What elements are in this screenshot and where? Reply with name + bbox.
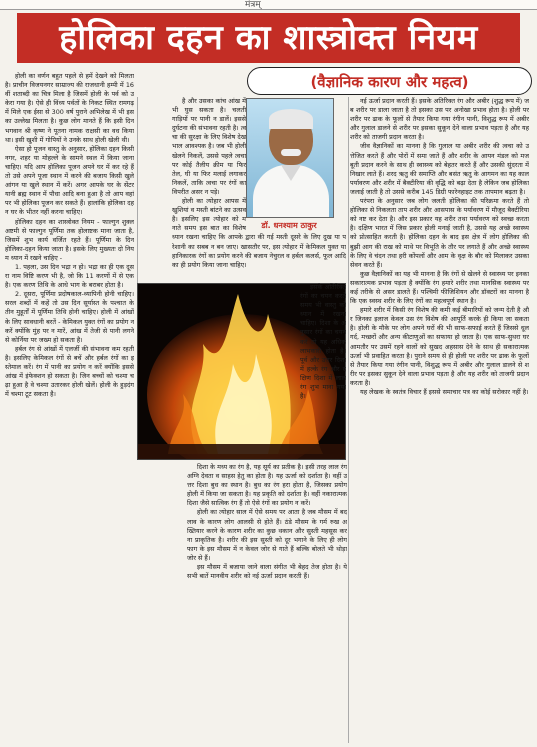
column-divider xyxy=(348,97,349,743)
paragraph: ऐसा हो पूजन वास्तु के अनुसार, होलिका दहन किसी नगर, शहर या मोहल्ले के सामने स्थल में किया जाना चाहिए। यदि आप होलिका पूजन अपने घर में कर रहे हैं तो उसे अपने पूजा स्थान में करने की बजाय किसी खुले आंगन या खुले स्थान में करें। अगर आपके घर के सेंटर यानी ब्रह्म स्थान में पौधा आदि बना हुआ है तो आप वहां पर भी होलिका पूजन कर सकते हैं। हालांकि होलिका दहन घर के भीतर नहीं करना चाहिए। xyxy=(5,144,134,217)
author-caption: डॉ. धनश्याम ठाकुर xyxy=(261,221,317,230)
article-column-2-side xyxy=(300,283,346,461)
headline: होलिका दहन का शास्त्रोक्त नियम xyxy=(17,13,520,63)
paragraph: है और उसका कांच आंख में भी घुस सकता है। चलती गाड़ियों पर पानी न डालें। इससे दुर्घटना की संभावना रहती है। त्वचा की सुरक्षा के लिए विशेष देखभाल आवश्यक है। जब भी होली खेलने निकलें, उससे पहले त्वचा पर कोई तैलीय क्रीम या फिर तेल, घी या फिर मलाई लगाकर निकलें, ताकि त्वचा पर रंगों का विपरीत असर न पड़े। xyxy=(172,97,246,196)
article-column-3 xyxy=(350,97,529,743)
article-column-1 xyxy=(5,72,134,742)
page-top-strip xyxy=(0,0,537,10)
paragraph: जीव वैज्ञानिकों का मानना है कि गुलाल या अबीर शरीर की त्वचा को उत्तेजित करते हैं और पोरों में समा जाते हैं और शरीर के आयन मंडल को मजबूती प्रदान करने के साथ ही स्वास्थ्य को बेहतर करते हैं और उसकी सुंदरता में निखार लाते हैं। शरद ऋतु की समाप्ति और बसंत ऋतु के आगमन का यह काल पर्यावरण और शरीर में बैक्टीरिया की वृद्धि को बढ़ा देता है लेकिन जब होलिका जलाई जाती है तो उससे करीब 145 डिग्री फारेनहाइट तक तापमान बढ़ता है। xyxy=(350,142,529,196)
paragraph: नई ऊर्जा प्रदान करती हैं। इसके अतिरिक्त रंग और अबीर (शुद्ध रूप में) जब शरीर पर डाला जाता है तो इसका उस पर अनोखा प्रभाव होता है। होली पर शरीर पर ढाक के फूलों से तैयार किया गया रंगीन पानी, विशुद्ध रूप में अबीर और गुलाल डालने से शरीर पर इसका सुकून देने वाला प्रभाव पड़ता है और यह शरीर को ताजगी प्रदान करता है। xyxy=(350,97,529,142)
paragraph: होली का त्योहार साल में ऐसे समय पर आता है जब मौसम में बदलाव के कारण लोग आलसी से होते हैं। ठंडे मौसम के गर्म रुख अख्तियार करने के कारण शरीर का कुछ थकान और सुस्ती महसूस करना प्राकृतिक है। शरीर की इस सुस्ती को दूर भगाने के लिए ही लोग फाग के इस मौसम में न केवल जोर से गाते हैं बल्कि बोलते भी थोड़ा जोर से हैं। xyxy=(187,508,347,562)
paragraph: परंपरा के अनुसार जब लोग जलती होलिका की परिक्रमा करते हैं तो होलिका से निकलता ताप शरीर और आसपास के पर्यावरण में मौजूद बैक्टीरिया को नष्ट कर देता है। और इस प्रकार यह शरीर तथा पर्यावरण को स्वच्छ करता है। दक्षिण भारत में जिस प्रकार होली मनाई जाती है, उससे यह अच्छे स्वास्थ्य को प्रोत्साहित करती है। होलिका दहन के बाद इस क्षेत्र में लोग होलिका की बुझी आग की राख को माथे पर विभूति के तौर पर लगाते हैं और अच्छे स्वास्थ्य के लिए वे चंदन तथा हरी कोंपलों और आम के वृक्ष के बौर को मिलाकर उसका सेवन करते हैं। xyxy=(350,197,529,269)
paragraph: हमारे शरीर में किसी रंग विशेष की कमी कई बीमारियों को जन्म देती है और जिनका इलाज केवल उस रंग विशेष की आपूर्ति करके ही किया जा सकता है। होली के मौके पर लोग अपने घरों की भी साफ-सफाई करते हैं जिससे धूल गर्द, मच्छरों और अन्य कीटाणुओं का सफाया हो जाता है। एक साफ-सुथरा घर आमतौर पर उसमें रहने वालों को सुखद अहसास देने के साथ ही सकारात्मक ऊर्जा भी प्रवाहित करता है। पुराने समय से ही होली पर शरीर पर ढाक के फूलों से तैयार किया गया रंगीन पानी, विशुद्ध रूप में अबीर और गुलाल डालने से शरीर पर इसका सुकून देने वाला प्रभाव पड़ता है और यह शरीर को ताजगी प्रदान करता है। xyxy=(350,306,529,387)
paragraph: होलिका दहन का शास्त्रोक्त नियम - फाल्गुन शुक्ल अष्टमी से फाल्गुन पूर्णिमा तक होलाष्टक माना जाता है, जिसमें शुभ कार्य वर्जित रहते हैं। पूर्णिमा के दिन होलिका-दहन किया जाता है। इसके लिए मुख्यतः दो नियम ध्यान में रखने चाहिए - xyxy=(5,217,134,262)
paragraph: हर्बल रंग से आंखों में एलर्जी की संभावना कम रहती है। इसलिए केमिकल रंगों से बचें और हर्बल रंगों का इस्तेमाल करें। रंग में पानी का प्रयोग न करें क्योंकि इससे आंख में इंफेक्शन हो सकता है। जिन बच्चों को चश्मा चढ़ा हुआ है वे चश्मा उतारकर होली खेलें। होली के हुड़दंग में चश्मा टूट सकता है। xyxy=(5,344,134,399)
article-column-2-bottom xyxy=(187,463,347,743)
section-label: मंत्रम् xyxy=(245,0,261,10)
paragraph: इस मौसम में बजाया जाने वाला संगीत भी बेहद तेज होता है। ये सभी बातें मानवीय शरीर को नई ऊर्जा प्रदान करती हैं। xyxy=(187,563,347,581)
paragraph: यह लेखक के स्वतंत्र विचार हैं इससे समाचार पत्र का कोई सरोकार नहीं है। xyxy=(360,388,529,396)
paragraph: होली का त्योहार आपस में खुशियां व मस्ती बांटने का उत्सव है। इसलिए इस त्योहार को मनाते समय इस बात का विशेष ध्यान रखना चाहिए कि आपके द्वारा की गई मस्ती दूसरे के लिए दुख या परेशानी का सबब न बन जाए। खासतौर पर, इस त्योहार में केमिकल युक्त या हानिकारक रंगों का प्रयोग करने की बजाय नेचुरल व हर्बल कलर्स, फूल आदि का ही प्रयोग किया जाना चाहिए। xyxy=(172,197,346,269)
subheadline: (वैज्ञानिक कारण और महत्व) xyxy=(247,67,532,95)
author-photo xyxy=(246,98,334,218)
paragraph: होली का वर्णन बहुत पहले से हमें देखने को मिलता है। प्राचीन विजयनगर साम्राज्य की राजधानी हम्पी में 16वीं शताब्दी का चित्र मिला है जिसमें होली के पर्व को उकेरा गया है। ऐसे ही विंध्य पर्वतों के निकट स्थित रामगढ़ में मिले एक ईसा से 300 वर्ष पुराने अभिलेख में भी इसका उल्लेख मिलता है। कुछ लोग मानते हैं कि इसी दिन भगवान श्री कृष्ण ने पूतना नामक राक्षसी का वध किया था। इसी खुशी में गोपियों ने उनके साथ होली खेली थी। xyxy=(5,72,134,144)
paragraph: इसके अतिरिक्त रंगों का चयन करते समय भी वास्तु को ध्यान में रखना चाहिए। दिशा के अनुसार रंगों का चयन करें तो यह अधिक लाभकारी होता है। पूर्व और उत्तर दिशा में हल्के रंग और दक्षिण दिशा में लाल रंग शुभ माना गया है। xyxy=(300,283,346,401)
paragraph: 1. पहला, उस दिन भद्रा न हो। भद्रा का ही एक दूसरा नाम विष्टि करण भी है, जो कि 11 करणों में से एक है। एक करण तिथि के आधे भाग के बराबर होता है। xyxy=(5,262,134,290)
paragraph: कुछ वैज्ञानिकों का यह भी मानना है कि रंगों से खेलने से स्वास्थ्य पर इनका सकारात्मक प्रभाव पड़ता है क्योंकि रंग हमारे शरीर तथा मानसिक स्वास्थ्य पर कई तरीके से असर डालते हैं। पश्चिमी फीजिशियन और डॉक्टरों का मानना है कि एक स्वस्थ शरीर के लिए रंगों का महत्वपूर्ण स्थान है। xyxy=(350,269,529,306)
paragraph: दिशा के मध्य का रंग है, यह सूर्य का प्रतीक है। इसी तरह लाल रंग अग्नि देवता व साहस हेतु का होता है। यह ऊर्जा को दर्शाता है। वहीं उत्तर दिशा बुध का स्थान है। बुध का रंग हरा होता है, जिसका प्रयोग होली में किया जा सकता है। यह प्रकृति को दर्शाता है। वहीं नकारात्मक दिशा जैसे सात्विक रंग हैं तो ऐसे रंगों का प्रयोग न करें। xyxy=(187,463,347,508)
column-divider xyxy=(137,97,138,283)
paragraph: 2. दूसरा, पूर्णिमा प्रदोषकाल-व्यापिनी होनी चाहिए। सरल शब्दों में कहें तो उस दिन सूर्यास्त के पश्चात के तीन मुहूर्तों में पूर्णिमा तिथि होनी चाहिए। होली में आंखों के लिए सावधानी बरतें - केमिकल युक्त रंगों का प्रयोग न करें क्योंकि मुंह पर न मारें, आंख में तेजी से पानी लगने से कोर्निया पर जख्म हो सकता है। xyxy=(5,290,134,344)
